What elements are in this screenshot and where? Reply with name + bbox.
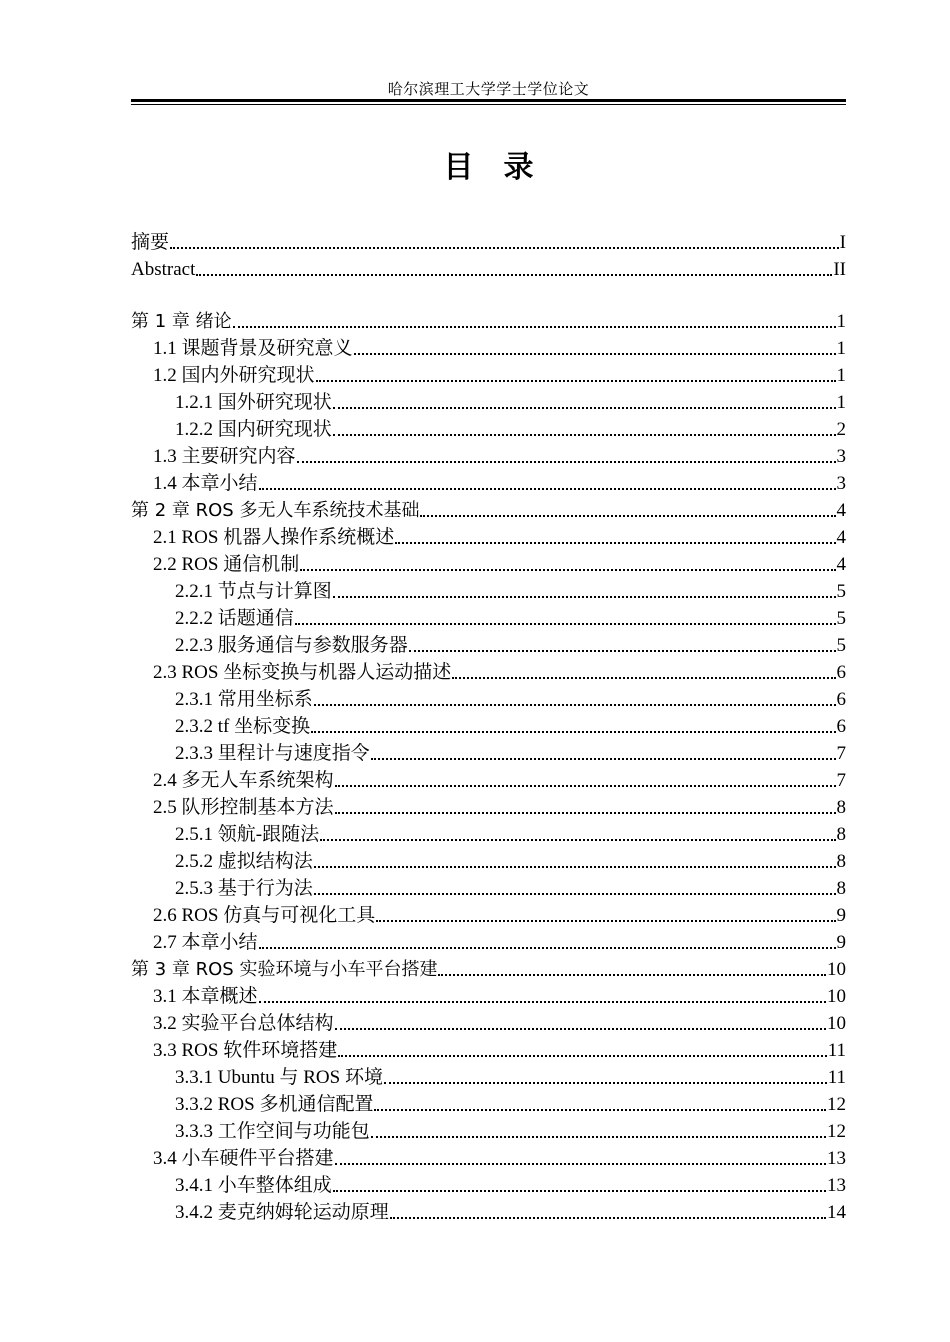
toc-dot-leader: [314, 892, 836, 895]
toc-page-number: 10: [827, 1013, 846, 1034]
toc-entry-label: 2.5.1 领航-跟随法: [175, 824, 320, 845]
toc-dot-leader: [371, 757, 836, 760]
toc-dot-leader: [438, 973, 826, 976]
toc-entry[interactable]: [131, 605, 846, 632]
toc-entry-label: Abstract: [131, 259, 196, 280]
toc-dot-leader: [170, 246, 839, 249]
toc-page-number: 7: [836, 743, 846, 764]
toc-dot-leader: [333, 406, 836, 409]
toc-page-number: 10: [827, 986, 846, 1007]
toc-entry[interactable]: [131, 740, 846, 767]
toc-entry[interactable]: [131, 929, 846, 956]
toc-chapter-entry[interactable]: [131, 308, 846, 335]
toc-page-number: 5: [836, 608, 846, 629]
toc-entry-label: 1.1 课题背景及研究意义: [153, 338, 353, 359]
toc-dot-leader: [333, 433, 836, 436]
toc-entry-label: 1.4 本章小结: [153, 473, 258, 494]
toc-dot-leader: [259, 487, 836, 490]
toc-page-number: 12: [827, 1121, 846, 1142]
toc-dot-leader: [335, 811, 836, 814]
toc-entry-label: 1.2.2 国内研究现状: [175, 419, 332, 440]
toc-page-number: I: [839, 232, 846, 253]
toc-page-number: 9: [836, 905, 846, 926]
toc-entry[interactable]: [131, 1145, 846, 1172]
toc-page-number: 11: [827, 1040, 846, 1061]
toc-entry[interactable]: [131, 256, 846, 283]
toc-dot-leader: [371, 1135, 826, 1138]
toc-page-number: 9: [836, 932, 846, 953]
toc-entry-label: 2.4 多无人车系统架构: [153, 770, 334, 791]
toc-dot-leader: [259, 1000, 826, 1003]
toc-entry[interactable]: [131, 632, 846, 659]
toc-dot-leader: [390, 1216, 826, 1219]
running-header: 哈尔滨理工大学学士学位论文: [387, 82, 590, 98]
toc-entry-label: 2.5 队形控制基本方法: [153, 797, 334, 818]
toc-page-number: 1: [836, 338, 846, 359]
toc-dot-leader: [314, 703, 836, 706]
toc-entry-label: 摘要: [131, 232, 170, 253]
toc-entry-label: 2.5.3 基于行为法: [175, 878, 313, 899]
toc-page-number: 2: [836, 419, 846, 440]
toc-entry-label: 2.2.1 节点与计算图: [175, 581, 332, 602]
toc-entry-label: 3.4.2 麦克纳姆轮运动原理: [175, 1202, 389, 1223]
toc-page-number: 6: [836, 662, 846, 683]
toc-entry-label: 3.3.3 工作空间与功能包: [175, 1121, 370, 1142]
toc-page-number: 6: [836, 689, 846, 710]
page-title: 目录: [443, 150, 564, 185]
toc-page-number: 8: [836, 851, 846, 872]
toc-page-number: 5: [836, 581, 846, 602]
toc-dot-leader: [384, 1081, 827, 1084]
toc-dot-leader: [335, 784, 836, 787]
toc-dot-leader: [354, 352, 836, 355]
toc-entry-label: 3.4.1 小车整体组成: [175, 1175, 332, 1196]
toc-page-number: II: [833, 259, 846, 280]
toc-page-number: 3: [836, 446, 846, 467]
toc-dot-leader: [338, 1054, 826, 1057]
toc-entry-label: 2.3.2 tf 坐标变换: [175, 716, 311, 737]
toc-chapter-entry[interactable]: [131, 956, 846, 983]
toc-dot-leader: [395, 541, 835, 544]
toc-entry[interactable]: [131, 1172, 846, 1199]
toc-dot-leader: [333, 1189, 826, 1192]
toc-entry[interactable]: [131, 470, 846, 497]
toc-entry[interactable]: [131, 767, 846, 794]
toc-page-number: 10: [827, 959, 846, 980]
toc-page-number: 5: [836, 635, 846, 656]
toc-entry[interactable]: [131, 875, 846, 902]
toc-entry-label: 2.3 ROS 坐标变换与机器人运动描述: [153, 662, 452, 683]
toc-entry-label: 3.2 实验平台总体结构: [153, 1013, 334, 1034]
toc-entry-label: 2.2.3 服务通信与参数服务器: [175, 635, 408, 656]
toc-dot-leader: [333, 595, 836, 598]
toc-page-number: 8: [836, 878, 846, 899]
toc-page-number: 13: [827, 1148, 846, 1169]
header-rule-thick: [131, 99, 846, 102]
toc-entry-label: 1.2 国内外研究现状: [153, 365, 315, 386]
toc-page-number: 11: [827, 1067, 846, 1088]
toc-page-number: 8: [836, 824, 846, 845]
toc-entry-label: 3.1 本章概述: [153, 986, 258, 1007]
toc-dot-leader: [335, 1162, 826, 1165]
toc-entry-label: 2.2 ROS 通信机制: [153, 554, 300, 575]
toc-entry[interactable]: [131, 983, 846, 1010]
toc-dot-leader: [374, 1108, 826, 1111]
toc-dot-leader: [297, 460, 836, 463]
toc-dot-leader: [420, 514, 835, 517]
toc-entry[interactable]: [131, 686, 846, 713]
toc-dot-leader: [233, 325, 836, 328]
toc-dot-leader: [320, 838, 835, 841]
toc-entry[interactable]: [131, 229, 846, 256]
toc-entry[interactable]: [131, 713, 846, 740]
toc-entry-label: 3.4 小车硬件平台搭建: [153, 1148, 334, 1169]
toc-entry[interactable]: [131, 1010, 846, 1037]
toc-dot-leader: [196, 273, 832, 276]
toc-entry[interactable]: [131, 659, 846, 686]
toc-entry[interactable]: [131, 362, 846, 389]
toc-entry-label: 3.3.2 ROS 多机通信配置: [175, 1094, 374, 1115]
toc-dot-leader: [376, 919, 835, 922]
toc-dot-leader: [259, 946, 836, 949]
toc-entry[interactable]: [131, 1199, 846, 1226]
toc-dot-leader: [452, 676, 835, 679]
toc-entry-label: 2.6 ROS 仿真与可视化工具: [153, 905, 376, 926]
toc-page-number: 4: [836, 527, 846, 548]
toc-page-number: 1: [836, 392, 846, 413]
toc-dot-leader: [300, 568, 835, 571]
toc-page-number: 14: [827, 1202, 846, 1223]
toc-page-number: 8: [836, 797, 846, 818]
toc-entry[interactable]: [131, 1118, 846, 1145]
toc-entry-label: 2.3.1 常用坐标系: [175, 689, 313, 710]
toc-page-number: 3: [836, 473, 846, 494]
table-of-contents: [131, 229, 846, 1226]
toc-entry[interactable]: [131, 794, 846, 821]
toc-page-number: 1: [836, 311, 846, 332]
toc-entry[interactable]: [131, 389, 846, 416]
toc-entry-label: 2.7 本章小结: [153, 932, 258, 953]
toc-page-number: 4: [836, 554, 846, 575]
toc-entry[interactable]: [131, 821, 846, 848]
toc-page-number: 13: [827, 1175, 846, 1196]
toc-entry[interactable]: [131, 335, 846, 362]
toc-dot-leader: [316, 379, 836, 382]
toc-entry-label: 2.2.2 话题通信: [175, 608, 294, 629]
toc-entry-label: 第 2 章 ROS 多无人车系统技术基础: [131, 500, 420, 521]
toc-entry-label: 2.3.3 里程计与速度指令: [175, 743, 370, 764]
toc-page-number: 6: [836, 716, 846, 737]
toc-entry[interactable]: [131, 1091, 846, 1118]
toc-entry-label: 第 1 章 绪论: [131, 311, 232, 332]
toc-entry-label: 3.3 ROS 软件环境搭建: [153, 1040, 338, 1061]
toc-chapter-entry[interactable]: [131, 497, 846, 524]
toc-dot-leader: [314, 865, 836, 868]
toc-entry[interactable]: [131, 848, 846, 875]
toc-page-number: 7: [836, 770, 846, 791]
toc-entry[interactable]: [131, 443, 846, 470]
toc-entry-label: 1.3 主要研究内容: [153, 446, 296, 467]
toc-dot-leader: [311, 730, 835, 733]
toc-entry-label: 3.3.1 Ubuntu 与 ROS 环境: [175, 1067, 383, 1088]
toc-dot-leader: [295, 622, 836, 625]
toc-entry[interactable]: [131, 551, 846, 578]
toc-dot-leader: [409, 649, 836, 652]
toc-entry-label: 1.2.1 国外研究现状: [175, 392, 332, 413]
toc-page-number: 12: [827, 1094, 846, 1115]
toc-dot-leader: [335, 1027, 826, 1030]
toc-entry[interactable]: [131, 1064, 846, 1091]
toc-entry[interactable]: [131, 1037, 846, 1064]
toc-page-number: 1: [836, 365, 846, 386]
toc-entry[interactable]: [131, 416, 846, 443]
toc-entry-label: 2.1 ROS 机器人操作系统概述: [153, 527, 395, 548]
toc-entry[interactable]: [131, 902, 846, 929]
toc-entry[interactable]: [131, 578, 846, 605]
toc-entry[interactable]: [131, 524, 846, 551]
toc-entry-label: 2.5.2 虚拟结构法: [175, 851, 313, 872]
header-rule-thin: [131, 104, 846, 105]
toc-entry-label: 第 3 章 ROS 实验环境与小车平台搭建: [131, 959, 438, 980]
toc-page-number: 4: [836, 500, 846, 521]
